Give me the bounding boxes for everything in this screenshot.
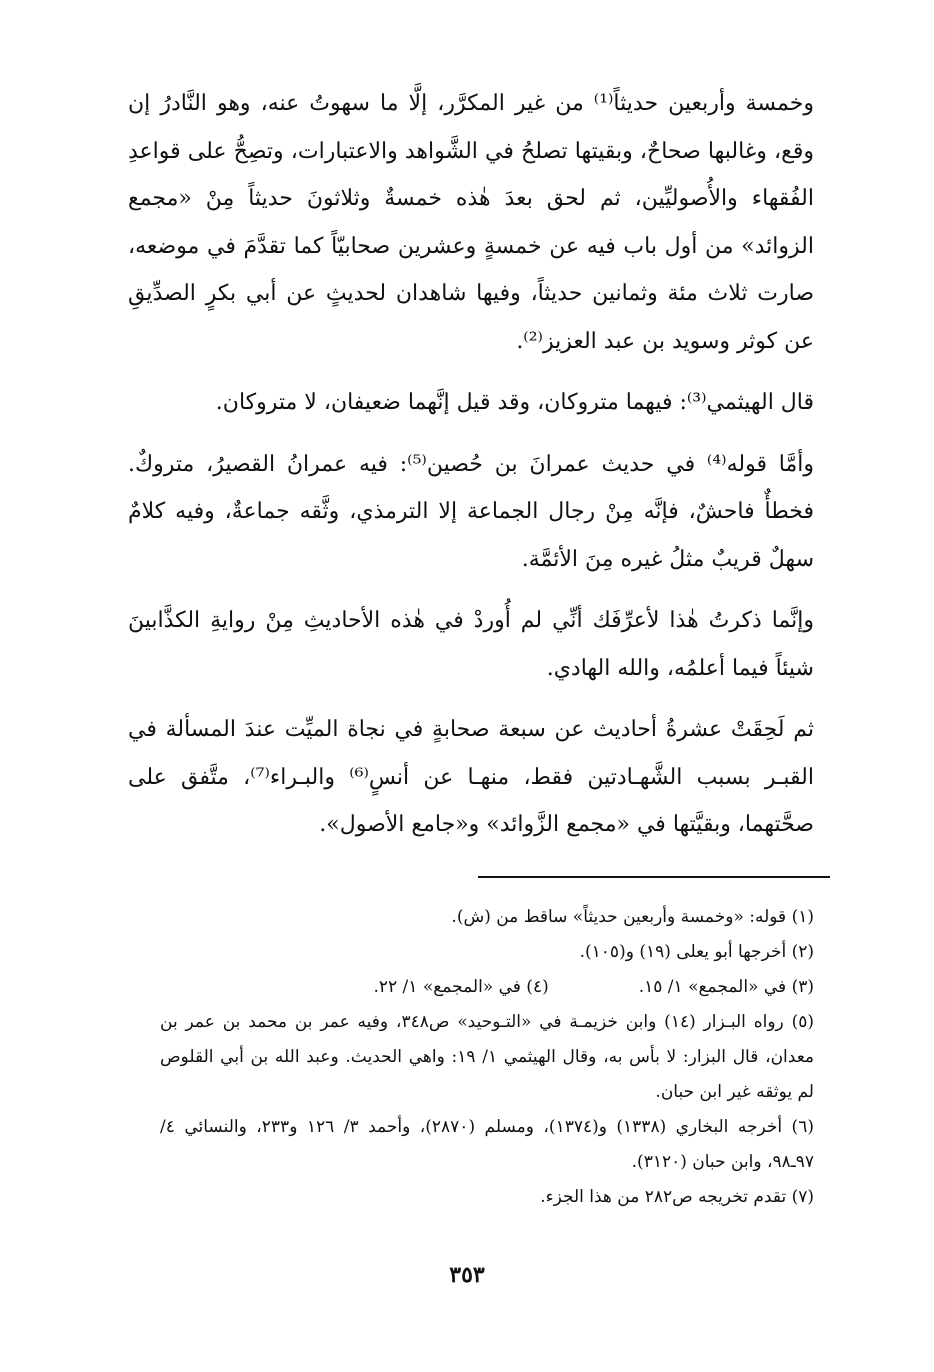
- paragraph-5: ثم لَحِقَتْ عشرةُ أحاديث عن سبعة صحابةٍ في نجاة الميِّت عندَ المسألة في القبـر بسبب الشَّهـادتين فقط، منهـا عن أنسٍ⁽⁶⁾ والبـراء⁽⁷⁾، متَّفق على صحَّتهما، وبقيَّتها في «مجمع الزَّوائد» و«جامع الأصول».: [128, 717, 815, 837]
- page-number: ٣٥٣: [449, 1262, 485, 1288]
- footnote-5: (٥) رواه البـزار (١٤) وابن خزيمـة في «التـوحيد» ص٣٤٨، وفيه عمر بن محمد بن عمر بن معدان، قال البزار: لا بأس به، وقال الهيثمي ١/ ١٩: واهي الحديث. وعبد الله بن أبي القلوص لم يوثقه غير ابن حبان.: [160, 1012, 815, 1102]
- footnote-4: (٤) في «المجمع» ١/ ٢٢.: [373, 977, 549, 997]
- paragraph-1: وخمسة وأربعين حديثاً⁽¹⁾ من غير المكرَّر، إلَّا ما سهوتُ عنه، وهو النَّادرُ إن وقع، وغالبها صحاحٌ، وبقيتها تصلحُ في الشَّواهد والاعتبارات، وتصِحُّ على قواعدِ الفُقهاء والأُصوليِّين، ثم لحق بعدَ هٰذه خمسةٌ وثلاثونَ حديثاً مِنْ «مجمع الزوائد» من أول باب فيه عن خمسةٍ وعشرين صحابيّاً كما تقدَّمَ في موضعه، صارت ثلاث مئة وثمانين حديثاً، وفيها شاهدان لحديثٍ عن أبي بكرٍ الصدِّيقِ عن كوثر وسويد بن عبد العزيز⁽²⁾.: [128, 91, 814, 354]
- footnote-row-3-4: [160, 970, 814, 1005]
- paragraph-4: وإنَّما ذكرتُ هٰذا لأعرِّفَك أنِّي لم أُوردْ في هٰذه الأحاديثِ مِنْ روايةِ الكذَّابينَ شيئاً فيما أعلمُه، والله الهادي.: [128, 608, 814, 681]
- footnote-2: (٢) أخرجها أبو يعلى (١٩) و(١٠٥).: [579, 942, 814, 962]
- main-text: [128, 80, 814, 849]
- footnote-3: (٣) في «المجمع» ١/ ١٥.: [638, 977, 814, 997]
- footnote-7: (٧) تقدم تخريجه ص٢٨٢ من هذا الجزء.: [540, 1187, 814, 1207]
- paragraph-3: وأمَّا قوله⁽⁴⁾ في حديث عمرانَ بن حُصين⁽⁵⁾: فيه عمرانُ القصيرُ، متروكٌ. فخطأٌ فاحشٌ، فإنَّه مِنْ رجال الجماعة إلا الترمذي، وثَّقه جماعةٌ، وفيه كلامٌ سهلٌ قريبٌ مثلُ غيره مِنَ الأئمَّة.: [128, 451, 815, 572]
- footnote-divider: [478, 876, 830, 878]
- footnotes: [160, 900, 814, 1215]
- paragraph-2: قال الهيثمي⁽³⁾: فيهما متروكان، وقد قيل إنَّهما ضعيفان، لا متروكان.: [215, 390, 814, 415]
- footnote-1: (١) قوله: «وخمسة وأربعين حديثاً» ساقط من (ش).: [451, 907, 814, 927]
- footnote-6: (٦) أخرجه البخاري (١٣٣٨) و(١٣٧٤)، ومسلم (٢٨٧٠)، وأحمد ٣/ ١٢٦ و٢٣٣، والنسائي ٤/ ٩٧ـ٩٨، وابن حبان (٣١٢٠).: [160, 1117, 814, 1172]
